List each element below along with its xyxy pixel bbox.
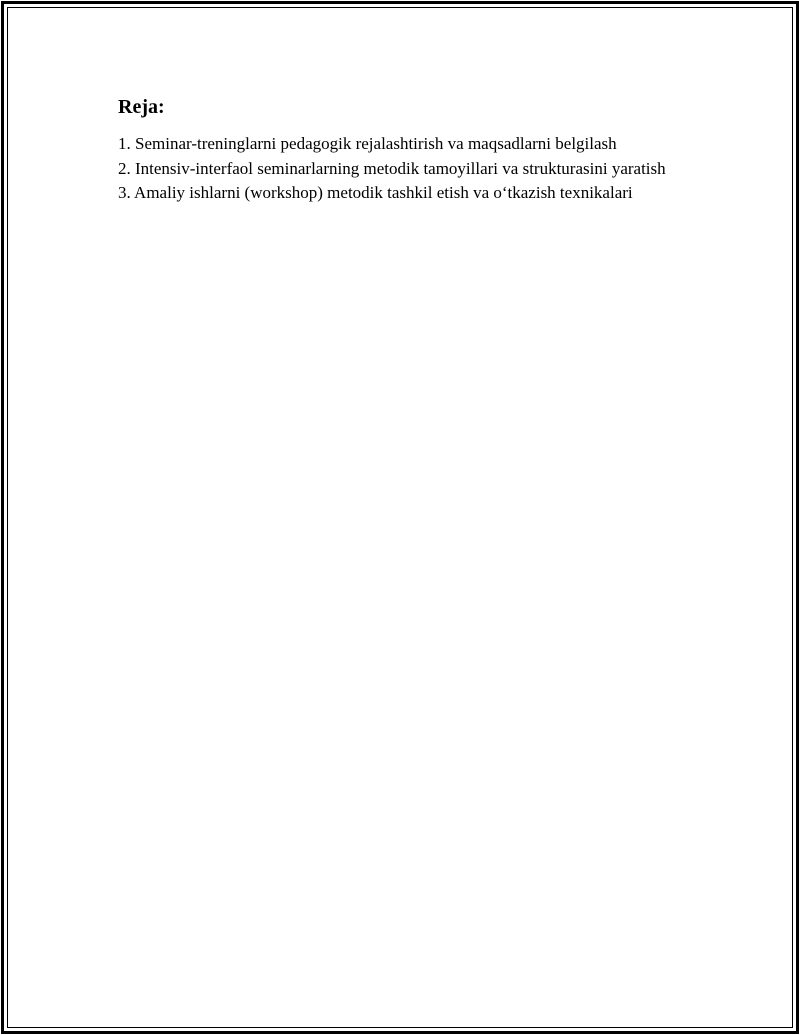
plan-heading: Reja: [118,96,165,118]
page-content [118,94,688,206]
plan-list [118,132,688,206]
plan-item-3: 3. Amaliy ishlarni (workshop) metodik tashkil etish va o‘tkazish texnikalari [118,183,633,202]
plan-item-1: 1. Seminar-treninglarni pedagogik rejalashtirish va maqsadlarni belgilash [118,134,617,153]
plan-item-2: 2. Intensiv-interfaol seminarlarning metodik tamoyillari va strukturasini yaratish [118,158,666,178]
